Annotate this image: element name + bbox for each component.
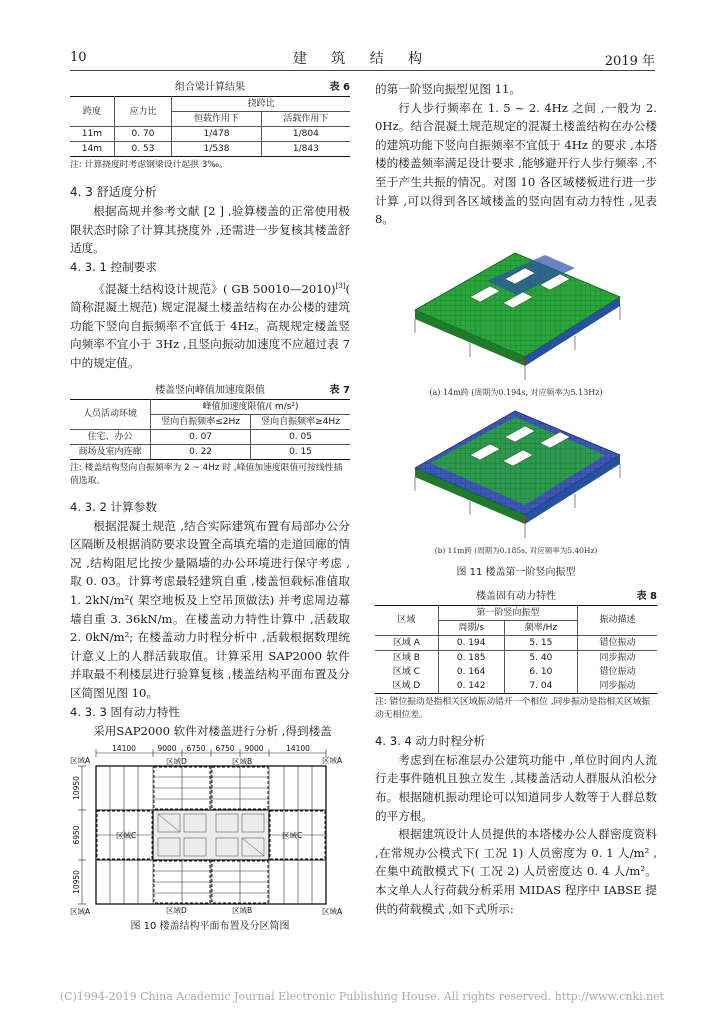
- zone-c-label-right: 区域C: [282, 831, 303, 841]
- t8-cell: 5. 40: [504, 650, 578, 665]
- t7-cell: 商场及室内连廊: [70, 444, 151, 459]
- t6-h-span: 跨度: [70, 97, 114, 127]
- t6-h-dead: 恒载作用下: [172, 112, 262, 127]
- zone-a-label-br: 区域A: [322, 907, 343, 917]
- mode-shape-b: [415, 411, 620, 538]
- zone-c-label-left: 区域C: [116, 831, 137, 841]
- t6-cell: 1/804: [261, 127, 350, 142]
- t7-h-low: 竖向自振频率≤2Hz: [151, 414, 251, 429]
- section-4-3-2: 4. 3. 2 计算参数: [70, 499, 157, 514]
- table6-title: 组合梁计算结果: [175, 82, 245, 93]
- t8-cell: 同步振动: [578, 679, 657, 694]
- figure-11: [375, 235, 657, 581]
- table8-title: 楼盖固有动力特性: [476, 590, 556, 602]
- left-column: [70, 80, 350, 935]
- zone-b-label-bot: 区域B: [232, 906, 253, 916]
- figure-10: [70, 744, 350, 935]
- table8-number: 表 8: [636, 590, 657, 602]
- table8-note: 注: 错位振动是指相关区域振动错开一个相位 ,同步振动是指相关区域振动无相位差。: [375, 696, 651, 720]
- core-tube: [153, 810, 269, 860]
- t8-cell: 0. 185: [438, 650, 504, 665]
- t7-h-high: 竖向自振频率≥4Hz: [251, 414, 350, 429]
- right-column: [375, 80, 657, 918]
- table7-note: 注: 楼盖结构竖向自振频率为 2 ~ 4Hz 时 ,峰值加速度限值可按线性插值选取。: [70, 462, 343, 486]
- t8-cell: 错位振动: [578, 635, 657, 650]
- dim-top-6: 14100: [286, 744, 310, 754]
- figure-11-caption: 图 11 楼盖第一阶竖向振型: [456, 566, 576, 578]
- page-header: [70, 50, 655, 71]
- t8-h-desc: 振动描述: [578, 605, 657, 635]
- t8-cell: 区域 B: [375, 650, 438, 665]
- table6: [70, 96, 350, 157]
- table-row: [70, 142, 350, 157]
- para-4-3-1: [70, 277, 350, 373]
- t7-cell: 住宅、办公: [70, 429, 151, 444]
- mode-shape-figures: [375, 235, 657, 565]
- t7-cell: 0. 22: [151, 444, 251, 459]
- t6-cell: 0. 53: [114, 142, 171, 157]
- t8-cell: 0. 194: [438, 635, 504, 650]
- t6-cell: 14m: [70, 142, 114, 157]
- dim-left-1: 10950: [72, 776, 81, 801]
- section-4-3-1: 4. 3. 1 控制要求: [70, 259, 157, 274]
- t8-h-period: 周期/s: [438, 620, 504, 635]
- t6-h-defl: 挠跨比: [172, 97, 350, 112]
- t8-h-mode: 第一阶竖向振型: [438, 605, 577, 620]
- t8-h-zone: 区域: [375, 605, 438, 635]
- table-row: [70, 127, 350, 142]
- para-4-3-4-a: 考虑到在标准层办公建筑功能中 ,单位时间内人流行走事件随机且独立发生 ,其楼盖活动人群服从泊松分布。根据随机振动理论可以知道同步人数等于人群总数的平方根。: [375, 752, 657, 823]
- para-4-3-1-b: ( 简称混凝土规范) 规定混凝土楼盖结构在办公楼的建筑功能下竖向自振频率不宜低于 4Hz。高规规定楼盖竖向频率不宜小于 3Hz ,且竖向振动加速度不应超过表 7 中的规定值。: [70, 281, 350, 371]
- table7-caption: [70, 383, 350, 399]
- section-4-3-4: 4. 3. 4 动力时程分析: [375, 733, 486, 748]
- para-4-3-4-b: 根据建筑设计人员提供的本塔楼办公人群密度资料 ,在常规办公模式下( 工况 1) 人员密度为 0. 1 人/m² ,在集中疏散模式下( 工况 2) 人员密度达 0. 4 人/m²。本文单人人行荷载分析采用 MIDAS 程序中 IABSE 提供的荷载模式 ,如下式所示:: [375, 827, 657, 916]
- t8-cell: 错位振动: [578, 665, 657, 679]
- table6-note: 注: 计算挠度时考虑钢梁设计起拱 3‰。: [70, 160, 228, 170]
- t6-cell: 0. 70: [114, 127, 171, 142]
- t6-cell: 1/843: [261, 142, 350, 157]
- dim-top-1: 14100: [112, 744, 136, 754]
- table6-caption: [70, 80, 350, 96]
- subcaption-b: (b) 11m跨 (周期为0.185s, 对应频率为5.40Hz): [434, 545, 598, 555]
- table-row: [70, 444, 350, 459]
- t6-cell: 1/478: [172, 127, 262, 142]
- mode-shape-a: [415, 253, 620, 380]
- zone-b-label-top: 区域B: [232, 757, 253, 767]
- table-row: [375, 679, 657, 694]
- para-right-2: 行人步行频率在 1. 5 ~ 2. 4Hz 之间 ,一般为 2. 0Hz。结合混凝土规范规定的混凝土楼盖结构在办公楼的建筑功能下竖向自振频率不宜低于 4Hz 的要求 ,本塔楼的楼盖频率满足设计要求 ,能够避开行人步行频率 ,不至于产生共振的情况。对图 10 各区域楼板进行进一步计算 ,可以得到各区域楼盖的竖向固有动力特性 ,见表 8。: [375, 100, 657, 227]
- zone-d-label-top: 区域D: [166, 757, 187, 767]
- zone-a-label-tr: 区域A: [322, 756, 343, 766]
- t8-cell: 同步振动: [578, 650, 657, 665]
- para-right-1: 的第一阶竖向振型见图 11。: [375, 82, 521, 96]
- t7-cell: 0. 07: [151, 429, 251, 444]
- journal-title: 建 筑 结 构: [292, 51, 433, 67]
- t8-cell: 区域 D: [375, 679, 438, 694]
- table-row: [375, 665, 657, 679]
- t8-cell: 0. 164: [438, 665, 504, 679]
- t6-cell: 1/538: [172, 142, 262, 157]
- zone-a-label-bl: 区域A: [70, 907, 91, 917]
- figure-10-caption: 图 10 楼盖结构平面布置及分区简图: [130, 921, 290, 933]
- t8-cell: 6. 10: [504, 665, 578, 679]
- t8-cell: 7. 04: [504, 679, 578, 694]
- dim-top-5: 9000: [244, 744, 264, 754]
- t8-cell: 0. 142: [438, 679, 504, 694]
- copyright-footer: (C)1994-2019 China Academic Journal Electronic Publishing House. All rights reserved. http://www.cnki.net: [59, 990, 665, 1003]
- table-row: [70, 429, 350, 444]
- table8-caption: [375, 589, 657, 605]
- zone-d-label-bot: 区域D: [166, 906, 187, 916]
- t7-h-lim: 峰值加速度限值/( m/s²): [151, 399, 350, 414]
- para-4-3-3: 采用SAP2000 软件对楼盖进行分析 ,得到楼盖: [93, 723, 332, 738]
- page-number: 10: [70, 50, 87, 65]
- section-4-3-3: 4. 3. 3 固有动力特性: [70, 704, 181, 719]
- t8-cell: 区域 A: [375, 635, 438, 650]
- t6-h-live: 活载作用下: [261, 112, 350, 127]
- ref-3: [3]: [335, 281, 346, 290]
- zone-a-label-tl: 区域A: [70, 756, 91, 766]
- table7-number: 表 7: [329, 384, 350, 396]
- t6-h-stress: 应力比: [114, 97, 171, 127]
- t8-cell: 区域 C: [375, 665, 438, 679]
- dim-left-2: 6950: [72, 825, 81, 845]
- t7-h-env: 人员活动环境: [70, 399, 151, 429]
- t7-cell: 0. 05: [251, 429, 350, 444]
- para-4-3: 根据高规并参考文献 [2 ] ,验算楼盖的正常使用极限状态时除了计算其挠度外 ,还需进一步复核其楼盖舒适度。: [70, 204, 350, 256]
- table7-title: 楼盖竖向峰值加速度限值: [155, 384, 265, 396]
- dim-top-2: 9000: [157, 744, 177, 754]
- t8-cell: 5. 15: [504, 635, 578, 650]
- t8-h-freq: 频率/Hz: [504, 620, 578, 635]
- subcaption-a: (a) 14m跨 (周期为0.194s, 对应频率为5.13Hz): [429, 387, 603, 397]
- para-4-3-2: 根据混凝土规范 ,结合实际建筑布置有局部办公分区隔断及根据消防要求设置全高填充墙的走道回廊的情况 ,结构阻尼比按少量隔墙的办公环境进行保守考虑 ,取 0. 03。计算考虑最轻建筑自重 ,楼盖恒载标准值取 1. 2kN/m²( 架空地板及上空吊顶做法) 并考虑周边幕墙自重 3. 36kN/m。在楼盖动力特性计算中 ,活载取 2. 0kN/m²; 在楼盖动力时程分析中 ,活载根据数理统计意义上的人群活载取值。计算采用 SAP2000 软件并取最不利楼层进行验算复核 ,楼盖结构平面布置及分区简图见图 10。: [70, 518, 350, 700]
- dim-top-4: 6750: [215, 744, 235, 754]
- table-row: [375, 635, 657, 650]
- dim-top-3: 6750: [186, 744, 206, 754]
- section-4-3: 4. 3 舒适度分析: [70, 185, 157, 199]
- table6-number: 表 6: [329, 82, 350, 93]
- dim-left-3: 10950: [72, 870, 81, 895]
- table8: [375, 605, 657, 694]
- para-4-3-1-a: 《混凝土结构设计规范》( GB 50010—2010): [93, 281, 336, 296]
- t6-cell: 11m: [70, 127, 114, 142]
- floor-plan-diagram: [70, 744, 350, 919]
- t7-cell: 0. 15: [251, 444, 350, 459]
- table7: [70, 399, 350, 460]
- table-row: [375, 650, 657, 665]
- journal-year: 2019 年: [604, 54, 655, 69]
